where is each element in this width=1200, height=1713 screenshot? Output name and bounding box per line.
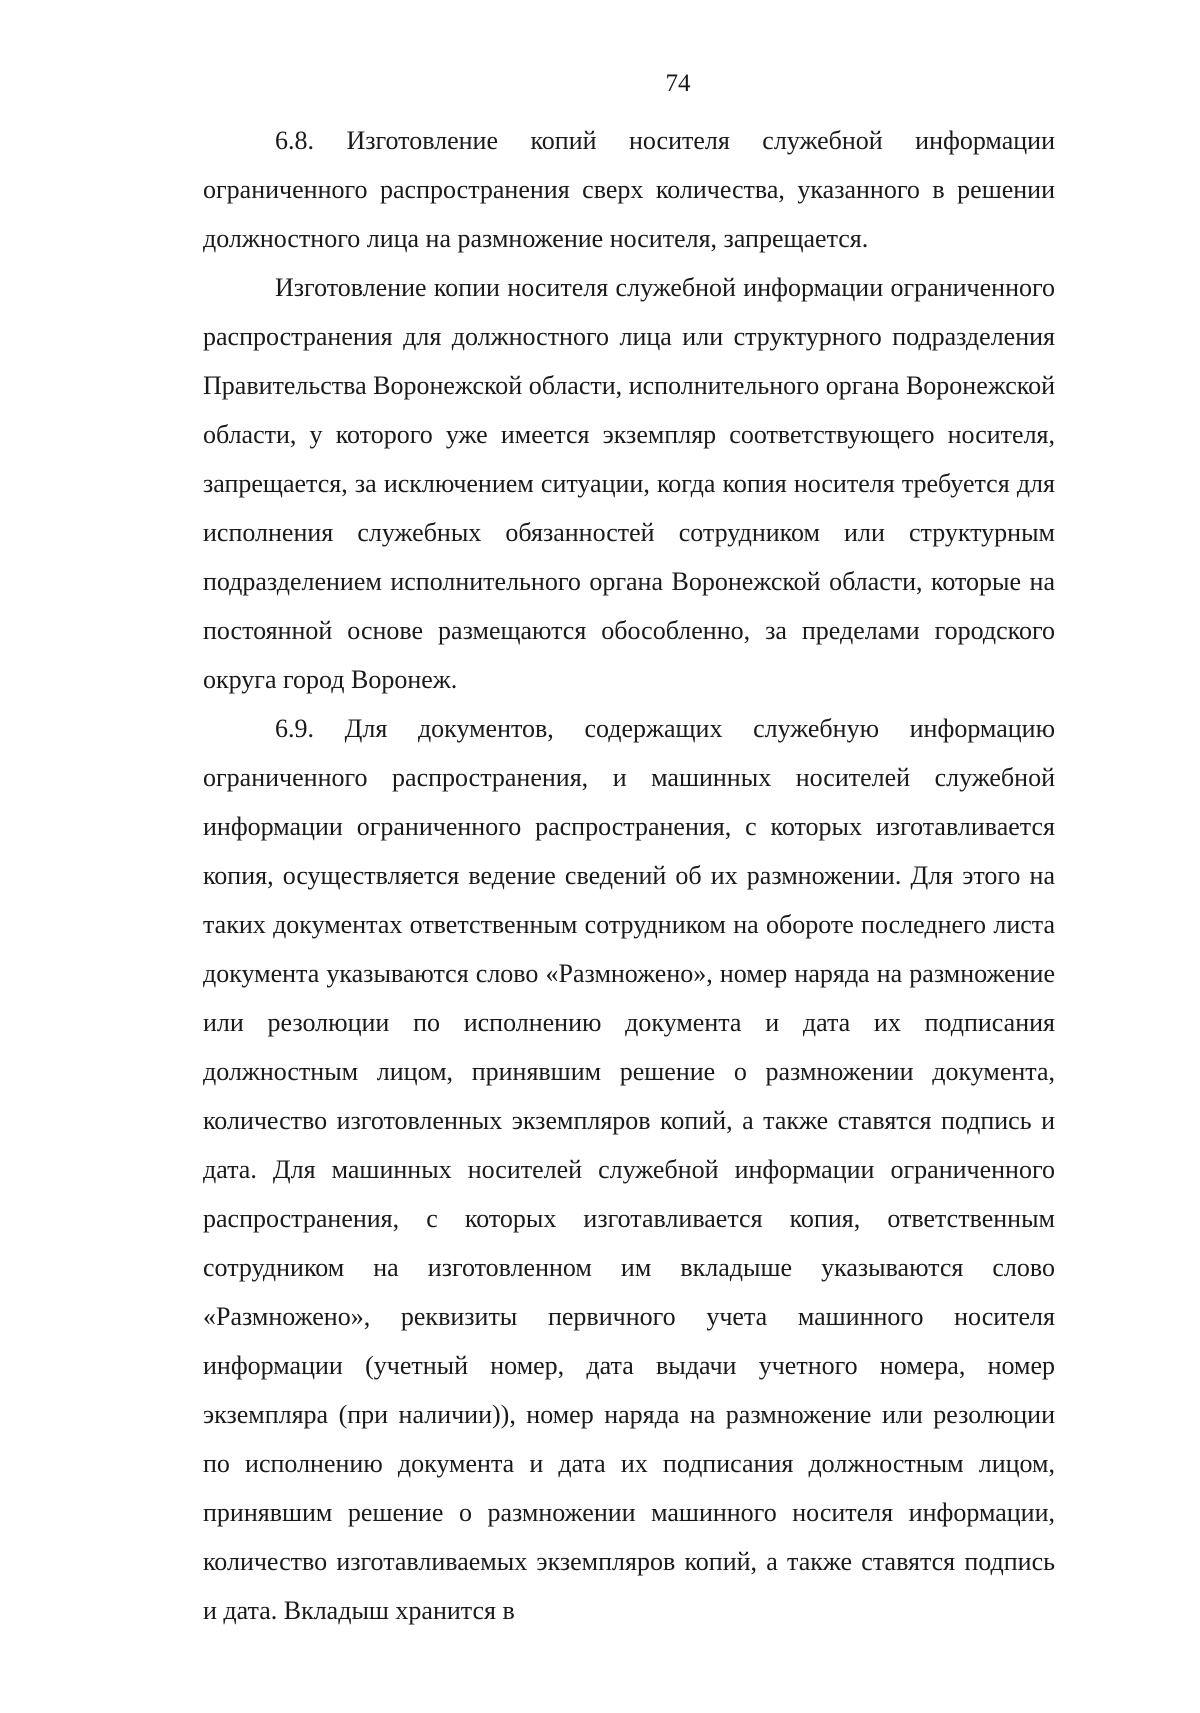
document-body	[203, 116, 1055, 1635]
paragraph-copy-restriction: Изготовление копии носителя служебной информации ограниченного распространения для должностного лица или структурного подразделения Правительства Воронежской области, исполнительного органа Воронежской области, у которого уже имеется экземпляр соответствующего носителя, запрещается, за исключением ситуации, когда копия носителя требуется для исполнения служебных обязанностей сотрудником или структурным подразделением исполнительного органа Воронежской области, которые на постоянной основе размещаются обособленно, за пределами городского округа город Воронеж.	[203, 273, 1055, 694]
page-number: 74	[665, 70, 691, 97]
paragraph-6-9: 6.9. Для документов, содержащих служебную информацию ограниченного распространения, и машинных носителей служебной информации ограниченного распространения, с которых изготавливается копия, осуществляется ведение сведений об их размножении. Для этого на таких документах ответственным сотрудником на обороте последнего листа документа указываются слово «Размножено», номер наряда на размножение или резолюции по исполнению документа и дата их подписания должностным лицом, принявшим решение о размножении документа, количество изготовленных экземпляров копий, а также ставятся подпись и дата. Для машинных носителей служебной информации ограниченного распространения, с которых изготавливается копия, ответственным сотрудником на изготовленном им вкладыше указываются слово «Размножено», реквизиты первичного учета машинного носителя информации (учетный номер, дата выдачи учетного номера, номер экземпляра (при наличии)), номер наряда на размножение или резолюции по исполнению документа и дата их подписания должностным лицом, принявшим решение о размножении машинного носителя информации, количество изготавливаемых экземпляров копий, а также ставятся подпись и дата. Вкладыш хранится в	[203, 714, 1055, 1625]
paragraph-6-8: 6.8. Изготовление копий носителя служебной информации ограниченного распространения сверх количества, указанного в решении должностного лица на размножение носителя, запрещается.	[203, 126, 1055, 253]
